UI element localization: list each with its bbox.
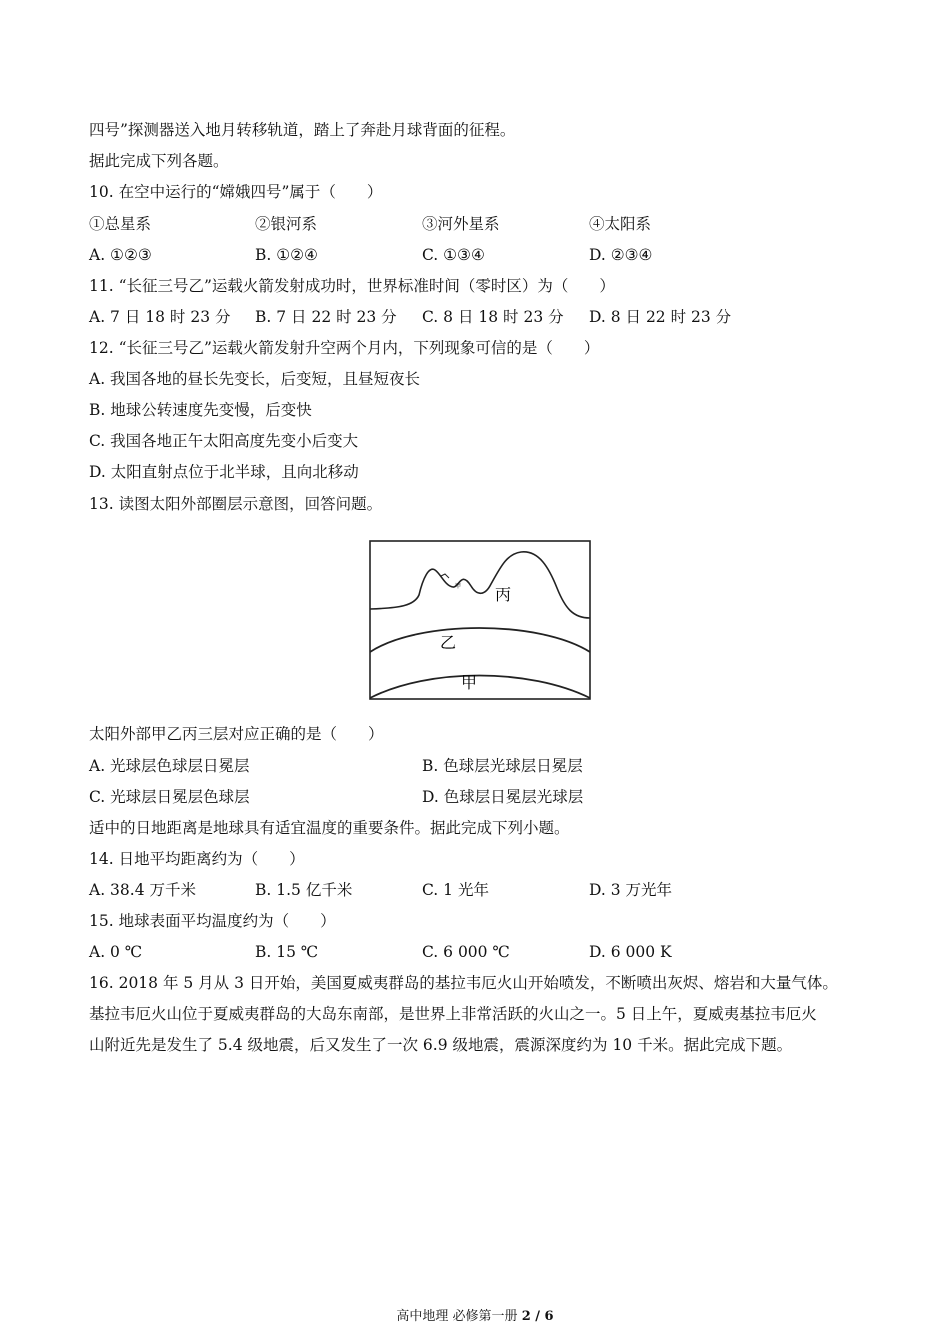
q15-option-b: B. 15 ℃ [255, 943, 319, 961]
q15-option-a: A. 0 ℃ [89, 943, 143, 961]
q10-item-2: ②银河系 [255, 215, 318, 233]
q13-option-a: A. 光球层色球层日冕层 [89, 757, 250, 775]
q12-option-a: A. 我国各地的昼长先变长，后变短，且昼短夜长 [89, 370, 421, 388]
q15-stem: 15. 地球表面平均温度约为（ ） [89, 912, 336, 930]
q13-question: 太阳外部甲乙丙三层对应正确的是（ ） [89, 725, 384, 743]
q12-option-c: C. 我国各地正午太阳高度先变小后变大 [89, 432, 359, 450]
q12-stem: 12. “长征三号乙”运载火箭发射升空两个月内，下列现象可信的是（ ） [89, 339, 600, 357]
q15-option-c: C. 6 000 ℃ [422, 943, 510, 961]
intro-line-2: 据此完成下列各题。 [89, 152, 229, 170]
q10-item-3: ③河外星系 [422, 215, 500, 233]
page-footer [0, 1305, 950, 1324]
q10-option-d: D. ②③④ [589, 246, 653, 264]
q13-option-d: D. 色球层日冕层光球层 [422, 788, 584, 806]
q13-option-b: B. 色球层光球层日冕层 [422, 757, 583, 775]
q14-option-a: A. 38.4 万千米 [89, 881, 196, 899]
figure-label-bing: 丙 [495, 585, 512, 604]
q11-option-b: B. 7 日 22 时 23 分 [255, 308, 397, 326]
intro-line-1: 四号”探测器送入地月转移轨道，踏上了奔赴月球背面的征程。 [89, 121, 516, 139]
q12-option-b: B. 地球公转速度先变慢，后变快 [89, 401, 312, 419]
q12-option-d: D. 太阳直射点位于北半球，且向北移动 [89, 463, 359, 481]
q11-stem: 11. “长征三号乙”运载火箭发射成功时，世界标准时间（零时区）为（ ） [89, 277, 615, 295]
figure-label-yi: 乙 [440, 633, 457, 652]
q13-option-c: C. 光球层日冕层色球层 [89, 788, 250, 806]
q10-option-b: B. ①②④ [255, 246, 318, 264]
intro2-line: 适中的日地距离是地球具有适宜温度的重要条件。据此完成下列小题。 [89, 819, 570, 837]
sun-layers-figure [369, 540, 591, 700]
q10-item-1: ①总星系 [89, 215, 152, 233]
q13-stem: 13. 读图太阳外部圈层示意图，回答问题。 [89, 495, 383, 513]
q10-stem: 10. 在空中运行的“嫦娥四号”属于（ ） [89, 183, 383, 201]
q16-line-3: 山附近先是发生了 5.4 级地震，后又发生了一次 6.9 级地震，震源深度约为 10 千米。据此完成下题。 [89, 1036, 793, 1054]
q10-option-a: A. ①②③ [89, 246, 152, 264]
q11-option-a: A. 7 日 18 时 23 分 [89, 308, 231, 326]
q16-line-1: 16. 2018 年 5 月从 3 日开始，美国夏威夷群岛的基拉韦厄火山开始喷发，不断喷出灰烬、熔岩和大量气体。 [89, 974, 838, 992]
q10-item-4: ④太阳系 [589, 215, 652, 233]
q14-option-b: B. 1.5 亿千米 [255, 881, 353, 899]
q14-stem: 14. 日地平均距离约为（ ） [89, 850, 305, 868]
q14-option-d: D. 3 万光年 [589, 881, 673, 899]
q10-option-c: C. ①③④ [422, 246, 485, 264]
q11-option-c: C. 8 日 18 时 23 分 [422, 308, 564, 326]
page-number: 2 / 6 [521, 1309, 554, 1324]
footer-text: 高中地理 必修第一册 [396, 1309, 522, 1324]
q14-option-c: C. 1 光年 [422, 881, 489, 899]
figure-small-label: 甲 [455, 583, 462, 590]
q15-option-d: D. 6 000 K [589, 943, 672, 961]
q11-option-d: D. 8 日 22 时 23 分 [589, 308, 732, 326]
q16-line-2: 基拉韦厄火山位于夏威夷群岛的大岛东南部，是世界上非常活跃的火山之一。5 日上午，夏威夷基拉韦厄火 [89, 1005, 817, 1023]
figure-label-jia: 甲 [461, 673, 478, 692]
